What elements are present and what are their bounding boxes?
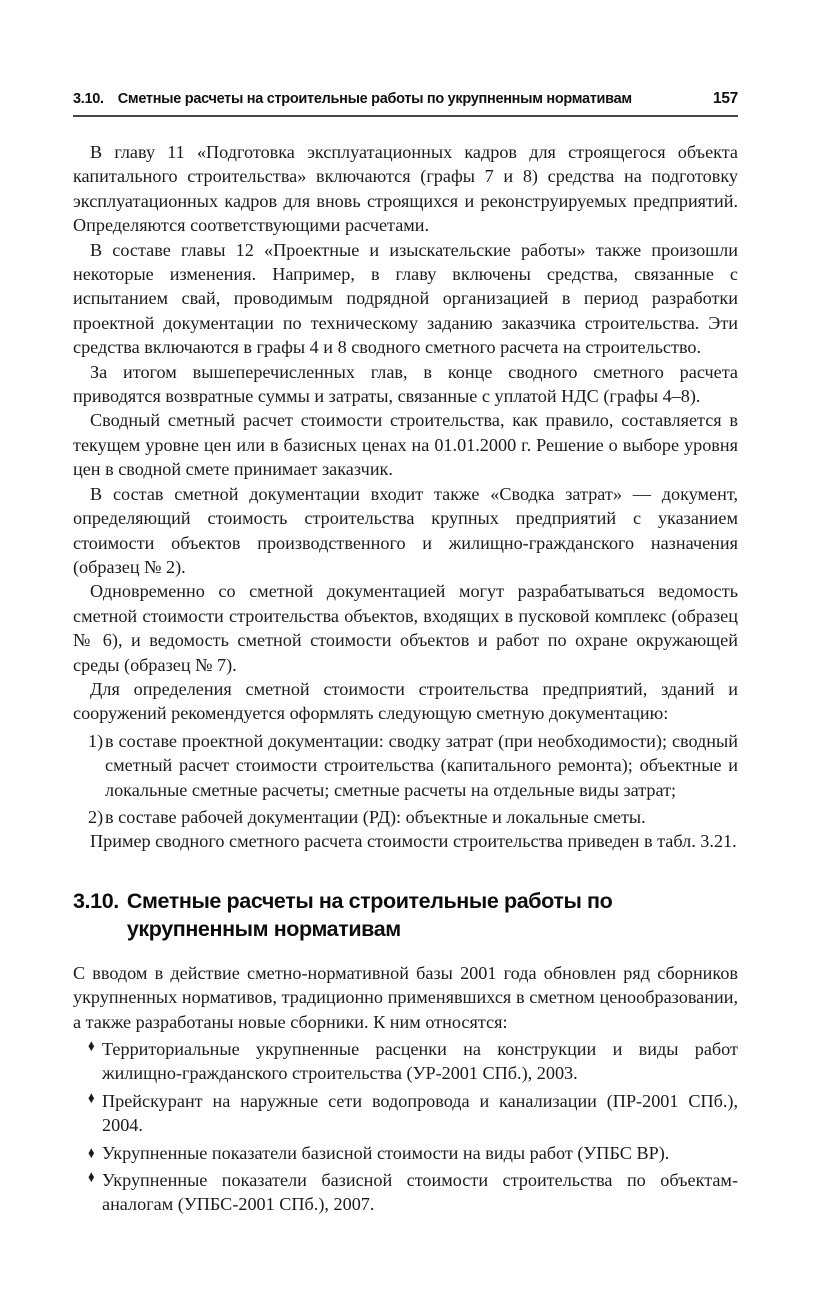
running-head-title-group [73, 91, 632, 107]
list-item-text: Территориальные укрупненные расценки на конструкции и виды работ жилищно-гражданского строительства (УР-2001 СПб.), 2003. [102, 1039, 738, 1084]
diamond-bullet-icon: ♦ [88, 1087, 95, 1107]
running-head-section-title: Сметные расчеты на строительные работы по укрупненным нормативам [117, 91, 632, 107]
section-heading-number: 3.10. [73, 888, 119, 913]
list-item [73, 805, 738, 829]
running-head-section-number: 3.10. [73, 91, 104, 107]
diamond-bullet-icon: ♦ [88, 1166, 95, 1186]
list-item [73, 1168, 738, 1217]
list-item-text: Укрупненные показатели базисной стоимости строительства по объектам-аналогам (УПБС-2001 СПб.), 2007. [102, 1170, 738, 1215]
paragraph: В составе главы 12 «Проектные и изыскательские работы» также произошли некоторые изменения. Например, в главу включены средства, связанные с испытанием свай, проводимым подрядной организацией в период разработки проектной документации по техническому заданию заказчика строительства. Эти средства включаются в графы 4 и 8 сводного сметного расчета на строительство. [73, 239, 738, 358]
list-item-marker: 2) [88, 806, 104, 827]
diamond-bullet-icon: ♦ [88, 1035, 95, 1055]
list-item [73, 1141, 738, 1165]
list-item [73, 1037, 738, 1086]
list-item-text: в составе рабочей документации (РД): объектные и локальные сметы. [105, 806, 646, 827]
running-head [73, 90, 738, 117]
section-heading [73, 887, 738, 944]
list-item [73, 1089, 738, 1138]
paragraph: Сводный сметный расчет стоимости строительства, как правило, составляется в текущем уровне цен или в базисных ценах на 01.01.2000 г. Решение о выборе уровня цен в сводной смете принимает заказчик. [73, 410, 738, 480]
paragraph: Для определения сметной стоимости строительства предприятий, зданий и сооружений рекомендуется оформлять следующую сметную документацию: [73, 678, 738, 724]
list-item-marker: 1) [88, 730, 104, 751]
list-item-text: Прейскурант на наружные сети водопровода и канализации (ПР-2001 СПб.), 2004. [102, 1090, 738, 1136]
list-item-text: в составе проектной документации: сводку затрат (при необходимости); сводный сметный расчет стоимости строительства (капитального ремонта); объектные и локальные сметные расчеты; сметные расчеты на отдельные виды затрат; [105, 730, 738, 800]
page-number: 157 [713, 90, 738, 107]
page-body [73, 140, 738, 1217]
list-item-text: Укрупненные показатели базисной стоимости на виды работ (УПБС ВР). [102, 1142, 670, 1163]
paragraph: В главу 11 «Подготовка эксплуатационных кадров для строящегося объекта капитального строительства» включаются (графы 7 и 8) средства на подготовку эксплуатационных кадров для вновь строящихся и реконструируемых предприятий. Определяются соответствующими расчетами. [73, 142, 738, 236]
numbered-list [73, 729, 738, 830]
section-intro-paragraph: С вводом в действие сметно-нормативной базы 2001 года обновлен ряд сборников укрупненных нормативов, традиционно применявшихся в сметном ценообразовании, а также разработаны новые сборники. К ним относятся: [73, 962, 738, 1032]
list-item [73, 729, 738, 802]
paragraph: В состав сметной документации входит также «Сводка затрат» — документ, определяющий стоимость строительства крупных предприятий с указанием стоимости объектов производственного и жилищно-гражданского назначения (образец № 2). [73, 483, 738, 577]
paragraph: За итогом вышеперечисленных глав, в конце сводного сметного расчета приводятся возвратные суммы и затраты, связанные с уплатой НДС (графы 4–8). [73, 361, 738, 407]
paragraph: Одновременно со сметной документацией могут разрабатываться ведомость сметной стоимости строительства объектов, входящих в пусковой комплекс (образец № 6), и ведомость сметной стоимости объектов и работ по охране окружающей среды (образец № 7). [73, 581, 738, 675]
diamond-bullet-icon: ♦ [88, 1142, 95, 1162]
bullet-list [73, 1037, 738, 1217]
book-page [0, 90, 839, 1290]
paragraph: Пример сводного сметного расчета стоимости строительства приведен в табл. 3.21. [90, 831, 737, 852]
section-heading-title: Сметные расчеты на строительные работы по укрупненным нормативам [126, 888, 613, 942]
